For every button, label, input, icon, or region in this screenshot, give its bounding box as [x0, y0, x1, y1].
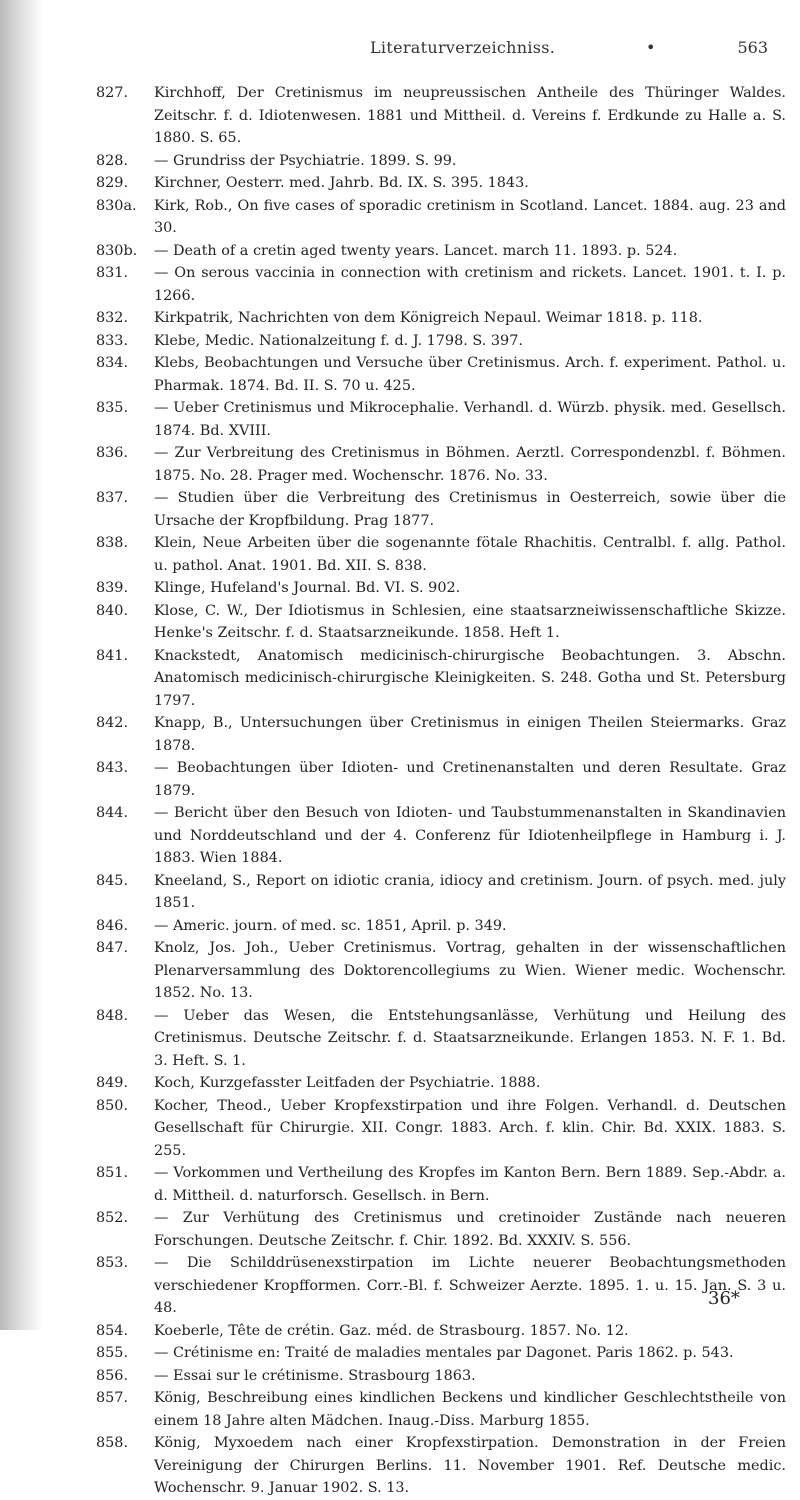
reference-entry	[96, 352, 786, 397]
reference-text: — Americ. journ. of med. sc. 1851, April. p. 349.	[154, 917, 507, 934]
reference-entry	[96, 712, 786, 757]
reference-entry	[96, 1207, 786, 1252]
reference-text: Klein, Neue Arbeiten über die sogenannte fötale Rhachitis. Centralbl. f. allg. Pathol. u. pathol. Anat. 1901. Bd. XII. S. 838.	[154, 535, 786, 574]
reference-text: — Ueber das Wesen, die Entstehungsanlässe, Verhütung und Heilung des Cretinismus. Deutsche Zeitschr. f. d. Staatsarzneikunde. Erlangen 1853. N. F. 1. Bd. 3. Heft. S. 1.	[154, 1007, 786, 1069]
reference-entry	[96, 1387, 786, 1432]
header-title: Literaturverzeichniss.	[370, 38, 556, 57]
reference-number: 836.	[96, 445, 129, 461]
reference-number: 848.	[96, 1007, 129, 1024]
signature-mark: 36*	[708, 1288, 740, 1309]
reference-entry	[96, 195, 786, 240]
reference-number: 831.	[96, 265, 129, 281]
reference-number: 833.	[96, 332, 129, 349]
reference-text: Kneeland, S., Report on idiotic crania, idiocy and cretinism. Journ. of psych. med. july 1851.	[154, 872, 786, 911]
reference-entry	[96, 1162, 786, 1207]
reference-text: — Death of a cretin aged twenty years. Lancet. march 11. 1893. p. 524.	[154, 242, 678, 259]
reference-text: Klose, C. W., Der Idiotismus in Schlesien, eine staatsarzneiwissenschaftliche Skizze. Henke's Zeitschr. f. d. Staatsarzneikunde. 1858. Heft 1.	[154, 602, 786, 641]
page-number: 563	[737, 38, 768, 57]
reference-number: 837.	[96, 490, 129, 506]
reference-entry	[96, 262, 786, 307]
reference-text: — Die Schilddrüsenexstirpation im Lichte neuerer Beobachtungsmethoden verschiedener Kropfformen. Corr.-Bl. f. Schweizer Aerzte. 1895. 1. u. 15. Jan. S. 3 u. 48.	[154, 1255, 786, 1316]
reference-text: Koeberle, Tête de crétin. Gaz. méd. de Strasbourg. 1857. No. 12.	[154, 1322, 629, 1339]
reference-number: 857.	[96, 1390, 129, 1406]
reference-text: Kirkpatrik, Nachrichten von dem Königreich Nepaul. Weimar 1818. p. 118.	[154, 310, 703, 326]
reference-text: — Vorkommen und Vertheilung des Kropfes im Kanton Bern. Bern 1889. Sep.-Abdr. a. d. Mittheil. d. naturforsch. Gesellsch. in Bern.	[154, 1165, 786, 1204]
reference-number: 850.	[96, 1097, 129, 1114]
reference-text: König, Beschreibung eines kindlichen Beckens und kindlicher Geschlechtstheile von einem 18 Jahre alten Mädchen. Inaug.-Diss. Marburg 1855.	[154, 1390, 786, 1429]
reference-number: 856.	[96, 1367, 129, 1384]
reference-number: 832.	[96, 310, 129, 326]
reference-entry	[96, 1072, 786, 1095]
reference-text: — On serous vaccinia in connection with cretinism and rickets. Lancet. 1901. t. I. p. 1266.	[154, 265, 786, 304]
reference-entry	[96, 240, 786, 263]
reference-number: 828.	[96, 152, 129, 169]
reference-entry	[96, 487, 786, 532]
reference-number: 852.	[96, 1210, 129, 1226]
reference-number: 849.	[96, 1075, 129, 1091]
reference-text: Kocher, Theod., Ueber Kropfexstirpation und ihre Folgen. Verhandl. d. Deutschen Gesellschaft für Chirurgie. XII. Congr. 1883. Arch. f. klin. Chir. Bd. XXIX. 1883. S. 255.	[154, 1097, 786, 1159]
reference-entry	[96, 172, 786, 195]
reference-entry	[96, 645, 786, 713]
header-mark: •	[646, 38, 656, 57]
reference-text: — Crétinisme en: Traité de maladies mentales par Dagonet. Paris 1862. p. 543.	[154, 1345, 734, 1361]
reference-entry	[96, 1320, 786, 1343]
reference-number: 842.	[96, 715, 129, 731]
reference-entry	[96, 1432, 786, 1500]
reference-number: 851.	[96, 1165, 129, 1181]
reference-entry	[96, 915, 786, 938]
reference-number: 847.	[96, 940, 129, 956]
reference-entry	[96, 577, 786, 600]
reference-entry	[96, 532, 786, 577]
reference-text: — Zur Verbreitung des Cretinismus in Böhmen. Aerztl. Correspondenzbl. f. Böhmen. 1875. No. 28. Prager med. Wochenschr. 1876. No. 33.	[154, 445, 786, 484]
reference-list	[96, 82, 786, 1500]
reference-text: Kirchhoff, Der Cretinismus im neupreussischen Antheile des Thüringer Waldes. Zeitschr. f. d. Idiotenwesen. 1881 und Mittheil. d. Vereins f. Erdkunde zu Halle a. S. 1880. S. 65.	[154, 85, 786, 146]
reference-number: 834.	[96, 355, 129, 371]
reference-number: 830a.	[96, 197, 137, 214]
reference-text: Klinge, Hufeland's Journal. Bd. VI. S. 902.	[154, 580, 461, 596]
reference-entry	[96, 937, 786, 1005]
reference-number: 846.	[96, 917, 129, 934]
reference-text: — Studien über die Verbreitung des Cretinismus in Oesterreich, sowie über die Ursache der Kropfbildung. Prag 1877.	[154, 490, 786, 529]
reference-number: 839.	[96, 580, 129, 596]
page-gutter-shadow	[0, 0, 42, 1330]
reference-text: Knackstedt, Anatomisch medicinisch-chirurgische Beobachtungen. 3. Abschn. Anatomisch medicinisch-chirurgische Kleinigkeiten. S. 248. Gotha und St. Petersburg 1797.	[154, 647, 786, 709]
reference-number: 858.	[96, 1435, 129, 1451]
running-header	[88, 38, 776, 66]
reference-number: 843.	[96, 760, 129, 776]
reference-number: 853.	[96, 1255, 129, 1271]
reference-number: 845.	[96, 872, 129, 889]
reference-entry	[96, 870, 786, 915]
reference-entry	[96, 757, 786, 802]
reference-number: 838.	[96, 535, 129, 551]
reference-entry	[96, 150, 786, 173]
reference-number: 854.	[96, 1322, 129, 1339]
reference-entry	[96, 802, 786, 870]
reference-number: 840.	[96, 602, 129, 619]
reference-number: 855.	[96, 1345, 129, 1361]
reference-text: Kirk, Rob., On five cases of sporadic cretinism in Scotland. Lancet. 1884. aug. 23 and 30.	[154, 197, 786, 236]
reference-text: Kirchner, Oesterr. med. Jahrb. Bd. IX. S. 395. 1843.	[154, 175, 529, 191]
reference-text: — Grundriss der Psychiatrie. 1899. S. 99.	[154, 152, 457, 169]
reference-entry	[96, 600, 786, 645]
reference-text: Klebs, Beobachtungen und Versuche über Cretinismus. Arch. f. experiment. Pathol. u. Pharmak. 1874. Bd. II. S. 70 u. 425.	[154, 355, 786, 394]
reference-number: 830b.	[96, 242, 138, 259]
reference-text: — Essai sur le crétinisme. Strasbourg 1863.	[154, 1367, 476, 1384]
reference-text: Koch, Kurzgefasster Leitfaden der Psychiatrie. 1888.	[154, 1075, 541, 1091]
reference-entry	[96, 1252, 786, 1320]
reference-text: — Bericht über den Besuch von Idioten- und Taubstummenanstalten in Skandinavien und Norddeutschland und der 4. Conferenz für Idiotenheilpflege in Hamburg i. J. 1883. Wien 1884.	[154, 805, 786, 866]
reference-entry	[96, 1005, 786, 1073]
reference-entry	[96, 307, 786, 330]
reference-number: 835.	[96, 400, 129, 416]
reference-text: König, Myxoedem nach einer Kropfexstirpation. Demonstration in der Freien Vereinigung der Chirurgen Berlins. 11. November 1901. Ref. Deutsche medic. Wochenschr. 9. Januar 1902. S. 13.	[154, 1435, 786, 1496]
reference-text: Knolz, Jos. Joh., Ueber Cretinismus. Vortrag, gehalten in der wissenschaftlichen Plenarversammlung des Doktorencollegiums zu Wien. Wiener medic. Wochenschr. 1852. No. 13.	[154, 940, 786, 1001]
reference-entry	[96, 1095, 786, 1163]
reference-number: 844.	[96, 805, 129, 821]
reference-entry	[96, 1342, 786, 1365]
reference-number: 827.	[96, 85, 129, 101]
reference-entry	[96, 442, 786, 487]
reference-text: — Ueber Cretinismus und Mikrocephalie. Verhandl. d. Würzb. physik. med. Gesellsch. 1874. Bd. XVIII.	[154, 400, 786, 439]
reference-text: Knapp, B., Untersuchungen über Cretinismus in einigen Theilen Steiermarks. Graz 1878.	[154, 715, 786, 754]
reference-number: 841.	[96, 647, 129, 664]
reference-text: — Zur Verhütung des Cretinismus und cretinoider Zustände nach neueren Forschungen. Deutsche Zeitschr. f. Chir. 1892. Bd. XXXIV. S. 556.	[154, 1210, 786, 1249]
reference-entry	[96, 82, 786, 150]
reference-entry	[96, 397, 786, 442]
reference-entry	[96, 330, 786, 353]
reference-text: — Beobachtungen über Idioten- und Cretinenanstalten und deren Resultate. Graz 1879.	[154, 760, 786, 799]
reference-text: Klebe, Medic. Nationalzeitung f. d. J. 1798. S. 397.	[154, 332, 523, 349]
reference-number: 829.	[96, 175, 129, 191]
reference-entry	[96, 1365, 786, 1388]
